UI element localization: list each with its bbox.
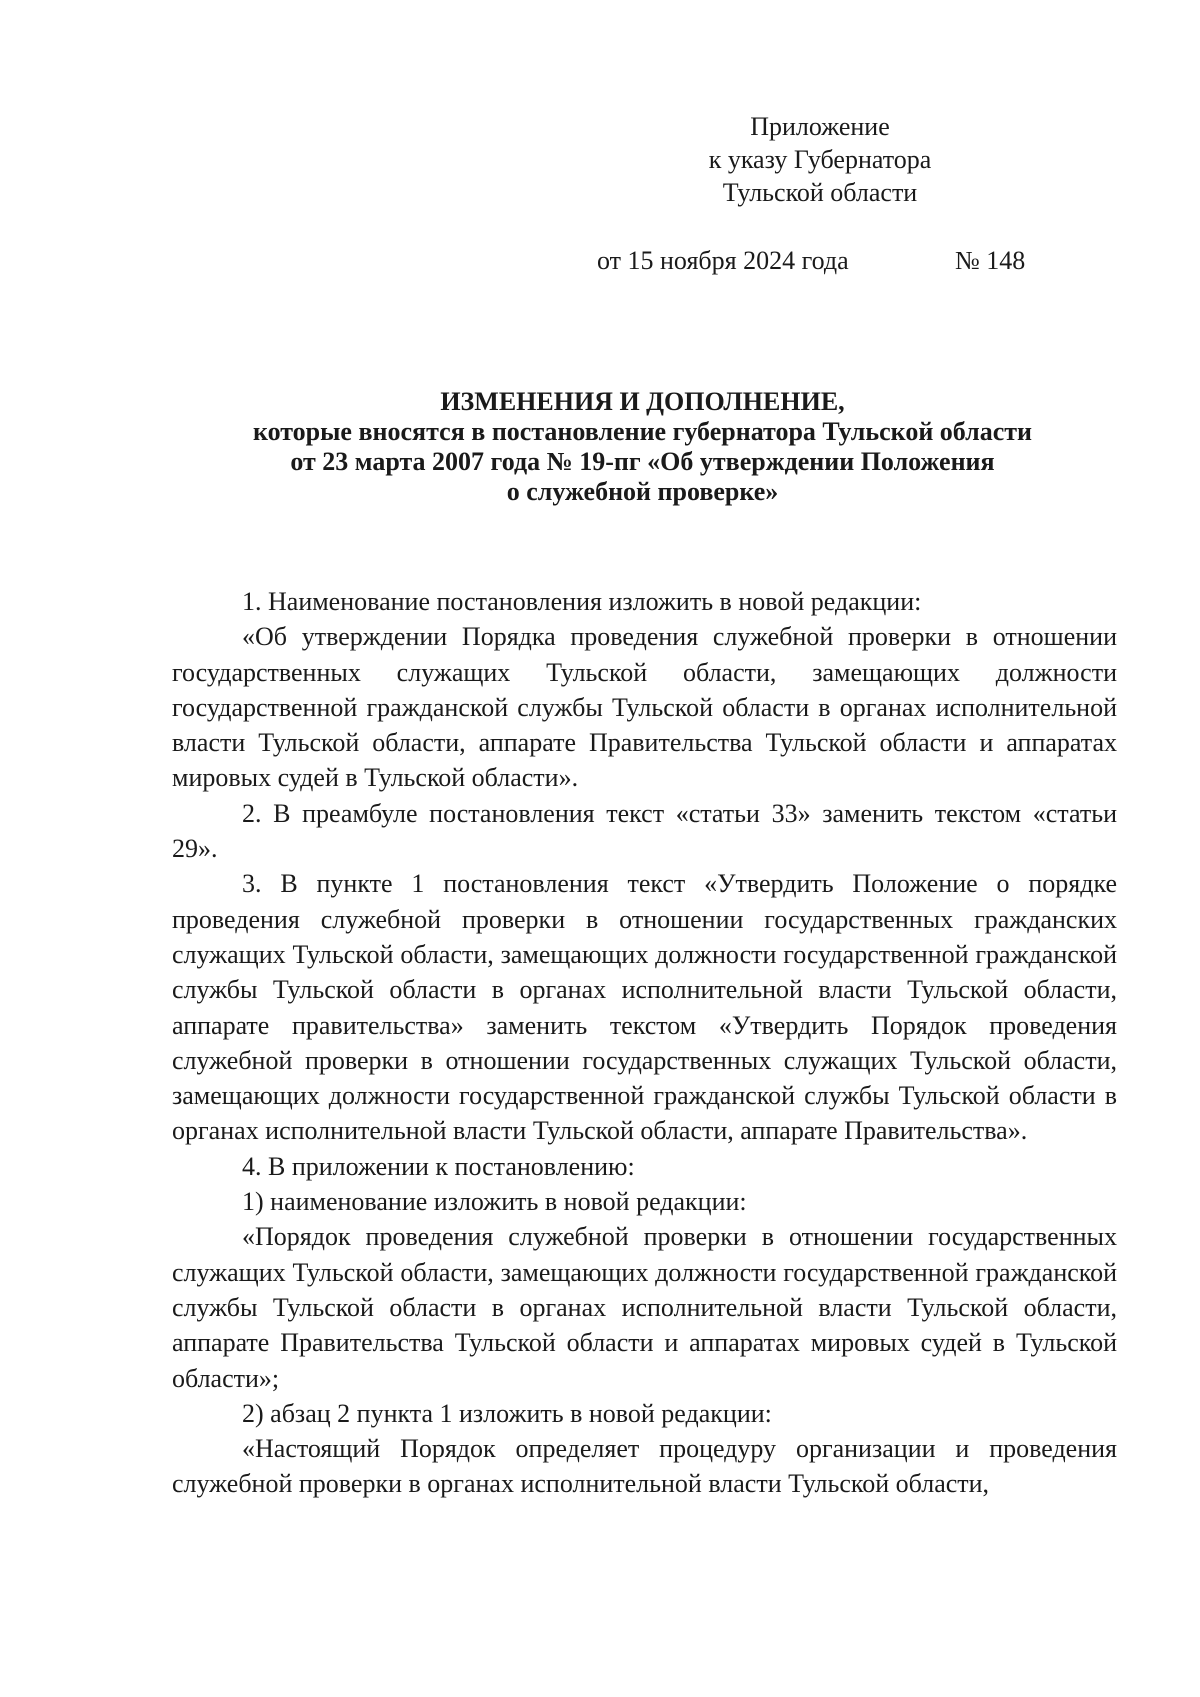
appendix-line-3: Тульской области: [722, 178, 918, 207]
title-line-3: от 23 марта 2007 года № 19-пг «Об утверждении Положения: [290, 447, 995, 476]
decree-date: от 15 ноября 2024 года: [597, 246, 849, 275]
appendix-line-1: Приложение: [750, 112, 890, 141]
paragraph-4: 3. В пункте 1 постановления текст «Утвердить Положение о порядке проведения служебной проверки в отношении государственных гражданских служащих Тульской области, замещающих должности государственной гражданской службы Тульской области в органах исполнительной власти Тульской области, аппарате правительства» заменить текстом «Утвердить Порядок проведения служебной проверки в отношении государственных служащих Тульской области, замещающих должности государственной гражданской службы Тульской области в органах исполнительной власти Тульской области, аппарате Правительства».: [172, 869, 1117, 1146]
appendix-header: [640, 110, 1000, 209]
title-line-4: о служебной проверке»: [506, 477, 779, 506]
paragraph-6: 1) наименование изложить в новой редакции:: [242, 1187, 747, 1217]
document-title: [170, 387, 1115, 507]
paragraph-5: 4. В приложении к постановлению:: [242, 1151, 635, 1181]
title-line-1: ИЗМЕНЕНИЯ И ДОПОЛНЕНИЕ,: [440, 387, 845, 416]
title-line-2: которые вносятся в постановление губернатора Тульской области: [252, 417, 1033, 446]
document-body: [172, 584, 1117, 1502]
paragraph-1: 1. Наименование постановления изложить в новой редакции:: [242, 587, 922, 616]
appendix-line-2: к указу Губернатора: [708, 145, 932, 174]
paragraph-3: 2. В преамбуле постановления текст «статьи 33» заменить текстом «статьи 29».: [172, 798, 1117, 864]
paragraph-2: «Об утверждении Порядка проведения служебной проверки в отношении государственных служащих Тульской области, замещающих должности государственной гражданской службы Тульской области в органах исполнительной власти Тульской области, аппарате Правительства Тульской области и аппаратах мировых судей в Тульской области».: [172, 622, 1117, 793]
paragraph-7: «Порядок проведения служебной проверки в отношении государственных служащих Тульской области, замещающих должности государственной гражданской службы Тульской области в органах исполнительной власти Тульской области, аппарате Правительства Тульской области и аппаратах мировых судей в Тульской области»;: [172, 1222, 1117, 1393]
decree-number: № 148: [955, 246, 1026, 275]
paragraph-9: «Настоящий Порядок определяет процедуру организации и проведения служебной проверки в органах исполнительной власти Тульской области,: [172, 1434, 1117, 1499]
paragraph-8: 2) абзац 2 пункта 1 изложить в новой редакции:: [242, 1398, 772, 1428]
